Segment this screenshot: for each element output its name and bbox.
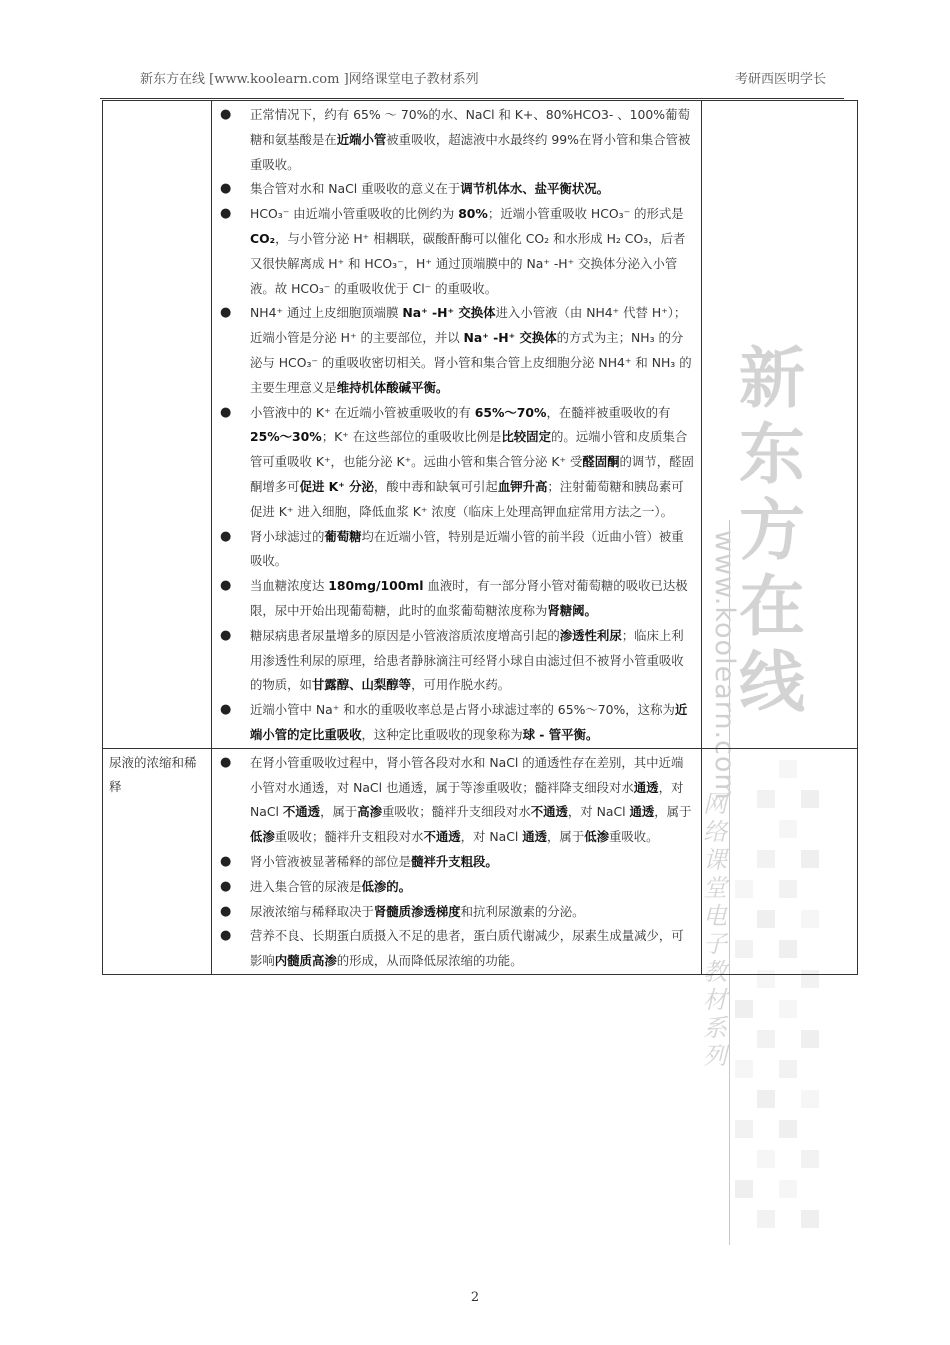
watermark-square <box>757 1090 775 1108</box>
emphasis-text: 维持机体酸碱平衡。 <box>336 379 449 395</box>
list-item <box>212 900 695 925</box>
watermark-subtitle: 网 络 课 堂 电 子 教 材 系 列 <box>703 790 727 1070</box>
body-text: 近端小管中 Na⁺ 和水的重吸收率总是占肾小球滤过率的 65%～70%，这称为 <box>250 702 675 718</box>
body-text: HCO₃⁻ 由近端小管重吸收的比例约为 <box>250 206 459 222</box>
body-text: 进入集合管的尿液是 <box>250 878 362 894</box>
body-text: 肾小管液被显著稀释的部位是 <box>250 853 412 869</box>
emphasis-text: 通透 <box>629 804 655 820</box>
body-text: 的形成，从而降低尿浓缩的功能。 <box>336 953 523 969</box>
bullet-icon: ● <box>220 928 232 944</box>
watermark-square <box>757 1210 775 1228</box>
body-text: 进入小管液（由 NH4⁺ 代替 H⁺）；近端小管是分泌 H⁺ 的主要部位，并以 <box>250 305 687 346</box>
body-text: 正常情况下，约有 65% ～ 70%的水、NaCl 和 K+、80%HCO3- 、100%葡萄糖和氨基酸是在 <box>250 107 690 147</box>
emphasis-text: 不通透 <box>282 804 321 820</box>
bullet-icon: ● <box>220 107 232 122</box>
emphasis-text: 球 - 管平衡。 <box>522 726 599 742</box>
bullet-icon: ● <box>220 528 232 544</box>
emphasis-text: 甘露醇、山梨醇等 <box>311 677 412 693</box>
emphasis-text: 渗透性利尿 <box>559 627 622 643</box>
watermark-square <box>735 1120 753 1138</box>
body-text: 的方式为主；NH₃ 的分泌与 HCO₃⁻ 的重吸收密切相关。肾小管和集合管上皮细胞分泌 NH4⁺ 和 NH₃ 的主要生理意义是 <box>250 330 692 395</box>
bullet-icon: ● <box>220 404 232 420</box>
emphasis-text: 肾髓质渗透梯度 <box>373 903 461 919</box>
header-divider <box>100 98 844 99</box>
emphasis-text: 血钾升高 <box>497 478 548 494</box>
body-text: NH4⁺ 通过上皮细胞顶端膜 <box>250 305 403 321</box>
emphasis-text: 内髓质高渗 <box>274 953 337 969</box>
body-text: ，在髓袢被重吸收的有 <box>546 404 671 420</box>
topic-cell: 尿液的浓缩和稀释 <box>103 748 212 974</box>
body-text: 集合管对水和 NaCl 重吸收的意义在于 <box>250 181 461 197</box>
emphasis-text: 低渗的。 <box>361 878 412 894</box>
watermark-square <box>779 1060 797 1078</box>
list-item <box>212 103 695 177</box>
body-text: 尿液浓缩与稀释取决于 <box>250 903 374 919</box>
emphasis-text: 促进 K⁺ 分泌 <box>299 478 374 494</box>
points-cell <box>212 101 702 749</box>
body-text: 肾小球滤过的 <box>250 528 325 544</box>
list-item <box>212 698 695 748</box>
emphasis-text: 不通透 <box>423 829 461 845</box>
page-number: 2 <box>470 1290 480 1305</box>
body-text: 被重吸收，超滤液中水最终约 99%在肾小管和集合管被重吸收。 <box>250 131 691 172</box>
list-item <box>212 751 695 850</box>
watermark-square <box>757 1150 775 1168</box>
emphasis-text: 肾糖阈。 <box>547 602 597 618</box>
watermark-square <box>801 1090 819 1108</box>
watermark-square <box>757 1030 775 1048</box>
watermark-square <box>801 1210 819 1228</box>
body-text: 重吸收；髓袢升支粗段对水 <box>274 829 424 845</box>
emphasis-text: 近端小管的定比重吸收 <box>250 702 688 742</box>
body-text: 营养不良、长期蛋白质摄入不足的患者，蛋白质代谢减少，尿素生成量减少，可影响 <box>250 928 684 969</box>
body-text: ，对 NaCl <box>250 779 684 820</box>
bullet-icon: ● <box>220 206 232 222</box>
watermark-square <box>801 1150 819 1168</box>
body-text: 当血糖浓度达 <box>250 578 329 594</box>
emphasis-text: 180mg/100ml <box>328 578 424 594</box>
list-item <box>212 850 695 875</box>
watermark-brand: 新 东 方 在 线 <box>739 339 805 721</box>
body-text: ，这种定比重吸收的现象称为 <box>361 726 523 742</box>
list-item <box>212 401 695 525</box>
header-left: 新东方在线 [www.koolearn.com ]网络课堂电子教材系列 <box>140 72 479 87</box>
emphasis-text: 低渗 <box>250 829 275 845</box>
watermark-square <box>779 1180 797 1198</box>
list-item <box>212 924 695 974</box>
emphasis-text: 通透 <box>522 829 548 845</box>
body-text: ，可用作脱水药。 <box>411 677 511 693</box>
watermark-square <box>801 1030 819 1048</box>
notes-cell <box>702 101 858 749</box>
emphasis-text: 65%～70% <box>474 404 547 420</box>
body-text: 均在近端小管，特别是近端小管的前半段（近曲小管）被重吸收。 <box>250 528 684 569</box>
list-item <box>212 202 695 301</box>
body-text: ；注射葡萄糖和胰岛素可促进 K⁺ 进入细胞，降低血浆 K⁺ 浓度（临床上处理高钾血症常用方法之一）。 <box>250 478 684 519</box>
body-text: 在肾小管重吸收过程中，肾小管各段对水和 NaCl 的通透性存在差别，其中近端小管对水通透，对 NaCl 也通透，属于等渗重吸收；髓袢降支细段对水 <box>250 754 684 795</box>
notes-cell <box>702 748 858 974</box>
emphasis-text: 葡萄糖 <box>324 528 362 544</box>
body-text: ，与小管分泌 H⁺ 相耦联，碳酸酐酶可以催化 CO₂ 和水形成 H₂ CO₃，后者又很快解离成 H⁺ 和 HCO₃⁻，H⁺ 通过顶端膜中的 Na⁺ -H⁺ 交换体分泌入小管液。故 HCO₃⁻ 的重吸收优于 Cl⁻ 的重吸收。 <box>250 230 686 296</box>
bullet-list <box>212 101 701 748</box>
topic-cell <box>103 101 212 749</box>
emphasis-text: Na⁺ -H⁺ 交换体 <box>463 330 557 346</box>
list-item <box>212 574 695 624</box>
body-text: 血液时，有一部分肾小管对葡萄糖的吸收已达极限，尿中开始出现葡萄糖，此时的血浆葡萄糖浓度称为 <box>250 578 688 618</box>
list-item <box>212 177 695 202</box>
emphasis-text: 不通透 <box>530 804 568 820</box>
points-cell <box>212 748 702 974</box>
header-right: 考研西医明学长 <box>734 72 826 87</box>
body-text: 的。远端小管和皮质集合管可重吸收 K⁺，也能分泌 K⁺。远曲小管和集合管分泌 K⁺ 受 <box>250 429 688 470</box>
body-text: ，属于 <box>654 804 692 820</box>
body-text: 重吸收；髓袢升支细段对水 <box>382 804 531 820</box>
watermark-square <box>779 1000 797 1018</box>
table-row <box>103 748 858 974</box>
emphasis-text: 通透 <box>633 779 659 795</box>
body-text: ；K⁺ 在这些部位的重吸收比例是 <box>321 429 502 445</box>
list-item <box>212 875 695 900</box>
bullet-icon: ● <box>220 305 232 321</box>
bullet-list <box>212 749 701 974</box>
table-row <box>103 101 858 749</box>
watermark-square <box>779 1120 797 1138</box>
bullet-icon: ● <box>220 754 232 770</box>
bullet-icon: ● <box>220 853 232 869</box>
emphasis-text: 比较固定 <box>501 429 551 445</box>
emphasis-text: 低渗 <box>584 829 609 845</box>
content-table <box>102 100 858 975</box>
watermark-square <box>735 1060 753 1078</box>
body-text: ；临床上利用渗透性利尿的原理，给患者静脉滴注可经肾小球自由滤过但不被肾小管重吸收的物质，如 <box>250 627 684 693</box>
body-text: 糖尿病患者尿量增多的原因是小管液溶质浓度增高引起的 <box>250 627 560 643</box>
body-text: ，属于 <box>547 829 585 845</box>
bullet-icon: ● <box>220 578 232 594</box>
bullet-icon: ● <box>220 627 232 643</box>
list-item <box>212 525 695 575</box>
emphasis-text: 25%～30% <box>250 429 322 445</box>
bullet-icon: ● <box>220 903 232 919</box>
emphasis-text: 醛固酮 <box>582 454 620 470</box>
list-item <box>212 301 695 400</box>
emphasis-text: CO₂ <box>250 230 276 246</box>
body-text: 小管液中的 K⁺ 在近端小管被重吸收的有 <box>250 404 475 420</box>
bullet-icon: ● <box>220 702 232 718</box>
list-item <box>212 624 695 698</box>
bullet-icon: ● <box>220 181 232 197</box>
emphasis-text: 80% <box>458 206 488 222</box>
body-text: ，对 NaCl <box>460 829 523 845</box>
body-text: ，属于 <box>320 804 358 820</box>
body-text: ，酸中毒和缺氧可引起 <box>373 478 498 494</box>
emphasis-text: Na⁺ -H⁺ 交换体 <box>402 305 496 321</box>
body-text: ；近端小管重吸收 HCO₃⁻ 的形式是 <box>487 206 684 222</box>
body-text: 的调节，醛固酮增多可 <box>250 454 694 494</box>
body-text: ，对 NaCl <box>567 804 630 820</box>
emphasis-text: 髓袢升支粗段。 <box>411 853 498 869</box>
bullet-icon: ● <box>220 878 232 894</box>
watermark-square <box>735 1000 753 1018</box>
emphasis-text: 近端小管 <box>336 131 387 147</box>
body-text: 重吸收。 <box>609 829 659 845</box>
emphasis-text: 高渗 <box>357 804 383 820</box>
watermark-square <box>735 1180 753 1198</box>
body-text: 和抗利尿激素的分泌。 <box>460 903 585 919</box>
watermark-url: www.koolearn.com <box>709 530 740 801</box>
emphasis-text: 调节机体水、盐平衡状况。 <box>460 181 609 197</box>
